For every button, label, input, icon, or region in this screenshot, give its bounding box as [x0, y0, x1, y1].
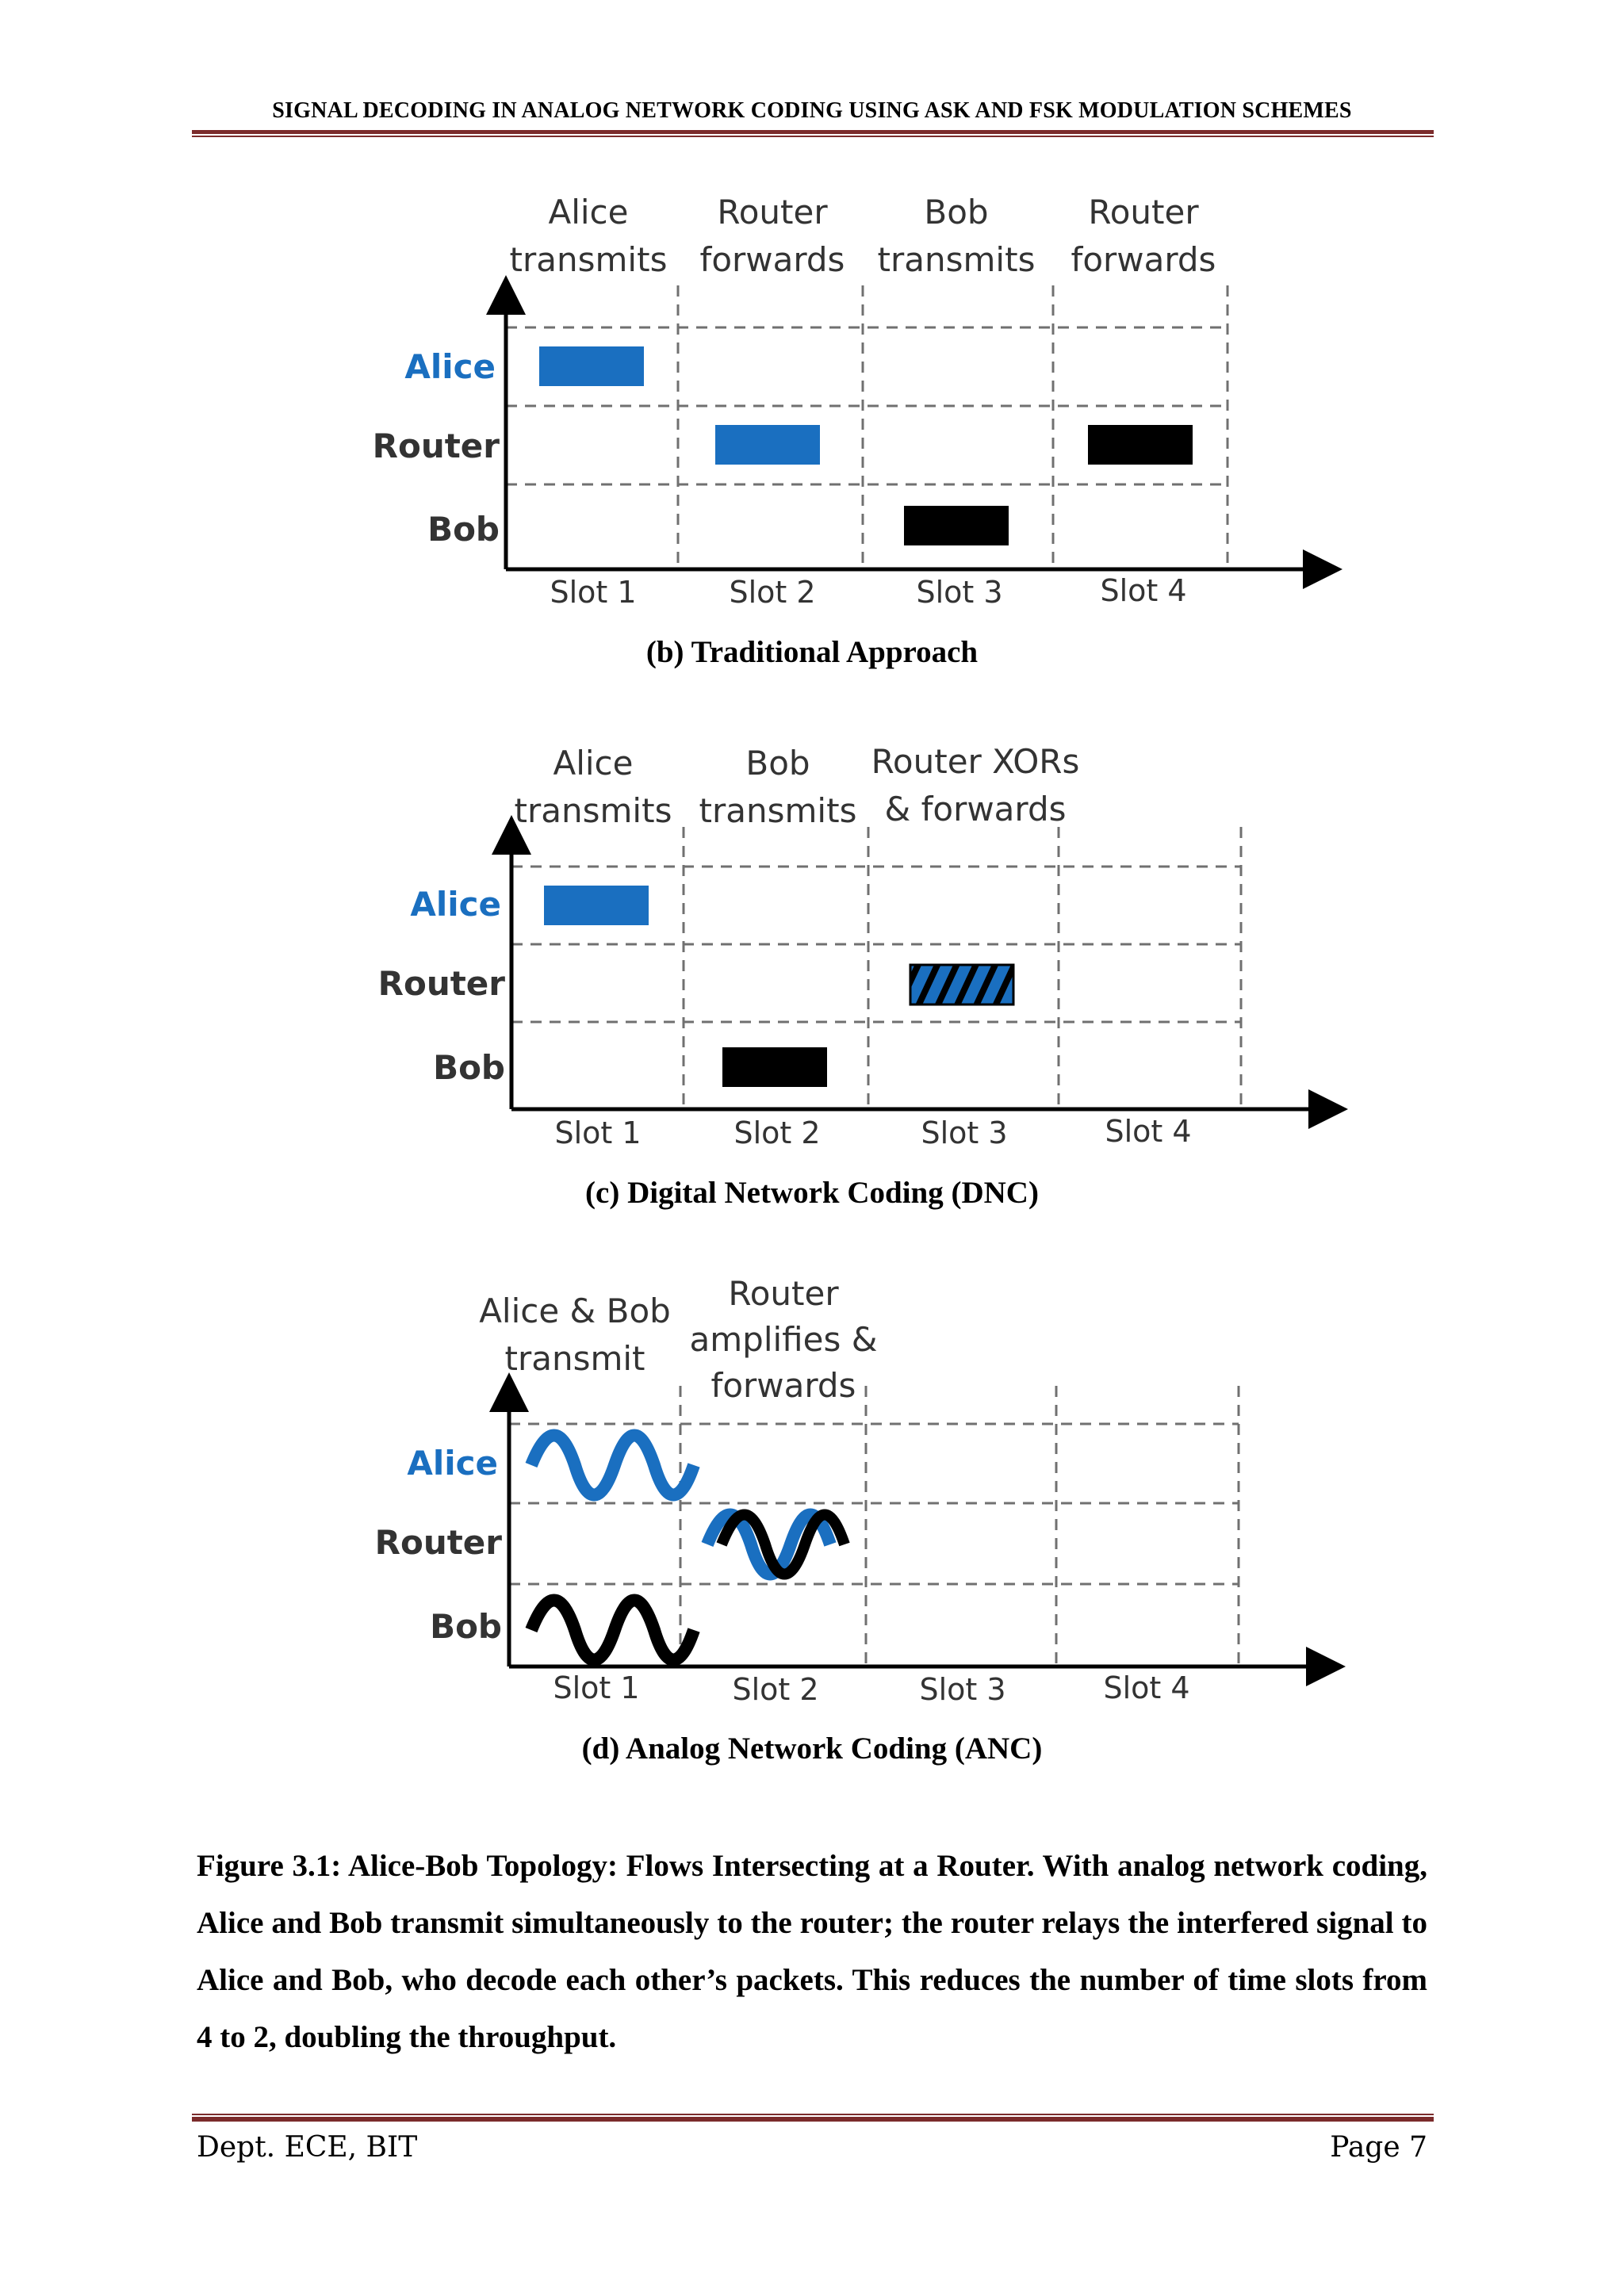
header-slot3-line1: Bob	[924, 193, 989, 232]
row-label-alice: Alice	[407, 1444, 498, 1483]
figure-caption: Figure 3.1: Alice-Bob Topology: Flows Intersecting at a Router. With analog network coding, Alice and Bob transmit simultaneously to the router; the router relays the interfered signal to Alice and Bob, who decode each other’s packets. This reduces the number of time slots from 4 to 2, doubling the throughput.	[197, 1849, 1427, 2054]
row-label-bob: Bob	[427, 510, 500, 549]
slot-label-1: Slot 1	[554, 1115, 642, 1150]
header-slot1-line1: Alice	[548, 193, 629, 232]
packet-router-slot4	[1088, 425, 1193, 465]
header-slot4-line1: Router	[1088, 193, 1199, 232]
header-slot2-line1: Bob	[745, 744, 810, 783]
signal-alice-slot1	[531, 1436, 694, 1495]
caption-anc: (d) Analog Network Coding (ANC)	[581, 1732, 1043, 1766]
slot-label-3: Slot 3	[919, 1672, 1006, 1707]
header-slot1-line2: transmit	[504, 1339, 645, 1378]
header-slot1-line1: Alice	[553, 744, 634, 783]
footer-page-number: Page 7	[1330, 2131, 1427, 2164]
packet-bob-slot3	[904, 506, 1009, 545]
caption-traditional: (b) Traditional Approach	[645, 635, 979, 669]
slot-label-1: Slot 1	[550, 575, 637, 610]
header-slot1-line2: transmits	[509, 240, 668, 279]
row-label-router: Router	[374, 1523, 502, 1562]
row-label-alice: Alice	[410, 885, 501, 924]
header-slot4-line2: forwards	[1071, 240, 1216, 279]
header-slot2-line2: amplifies &	[689, 1320, 878, 1359]
panel-analog-network-coding	[349, 1275, 1348, 1719]
header-slot1-line2: transmits	[514, 791, 672, 830]
traditional-approach-diagram	[349, 182, 1348, 610]
row-label-router: Router	[377, 964, 505, 1003]
row-label-router: Router	[372, 427, 500, 465]
caption-dnc: (c) Digital Network Coding (DNC)	[585, 1176, 1039, 1210]
slot-label-2: Slot 2	[733, 1115, 821, 1150]
slot-label-4: Slot 4	[1105, 1114, 1192, 1149]
panel-digital-network-coding	[349, 733, 1348, 1161]
packet-router-slot2	[715, 425, 820, 465]
panel-traditional-approach	[349, 182, 1348, 610]
header-slot3-line2: transmits	[877, 240, 1036, 279]
packet-router-xor-slot3	[910, 965, 1013, 1004]
dnc-diagram	[349, 733, 1348, 1161]
slot-label-1: Slot 1	[553, 1670, 640, 1705]
grid-lines	[511, 827, 1241, 1109]
header-slot2-line2: forwards	[699, 240, 845, 279]
header-slot2-line1: Router	[728, 1275, 839, 1313]
slot-label-4: Slot 4	[1100, 573, 1187, 608]
header-rule-thin	[192, 136, 1434, 137]
footer-department: Dept. ECE, BIT	[197, 2131, 418, 2164]
header-slot2-line1: Router	[717, 193, 828, 232]
footer-rule-thin	[192, 2114, 1434, 2115]
header-slot2-line2: transmits	[699, 791, 857, 830]
footer-rule	[192, 2117, 1434, 2122]
header-rule	[192, 130, 1434, 134]
anc-diagram	[349, 1275, 1348, 1719]
running-header: SIGNAL DECODING IN ANALOG NETWORK CODING USING ASK AND FSK MODULATION SCHEMES	[272, 98, 1352, 123]
header-slot3-line2: & forwards	[884, 790, 1067, 828]
slot-label-2: Slot 2	[732, 1672, 819, 1707]
slot-label-3: Slot 3	[921, 1115, 1008, 1150]
slot-label-4: Slot 4	[1103, 1670, 1190, 1705]
row-label-alice: Alice	[404, 347, 496, 386]
row-label-bob: Bob	[430, 1607, 502, 1646]
header-slot1-line1: Alice & Bob	[479, 1292, 671, 1330]
row-label-bob: Bob	[433, 1048, 505, 1087]
packet-bob-slot2	[722, 1047, 827, 1087]
packet-alice-slot1	[539, 346, 644, 386]
header-slot2-line3: forwards	[710, 1366, 856, 1405]
signal-bob-slot1	[531, 1601, 694, 1660]
slot-label-3: Slot 3	[916, 575, 1003, 610]
header-slot3-line1: Router XORs	[871, 742, 1080, 781]
packet-alice-slot1	[544, 886, 649, 925]
slot-label-2: Slot 2	[729, 575, 816, 610]
